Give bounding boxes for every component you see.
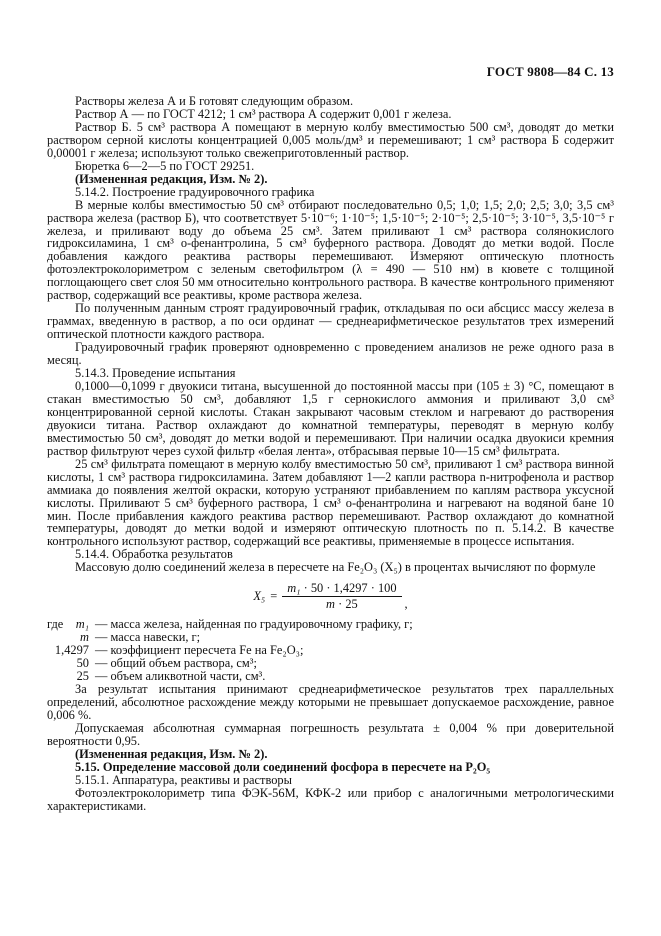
formula-fraction <box>282 582 401 611</box>
numerator-constants: · 50 · 1,4297 · 100 <box>303 581 397 596</box>
paragraph-solution-b: Раствор Б. 5 см³ раствора А помещают в мерную колбу вместимостью 500 см³, доводят до метки раствором серной кислоты концентрацией 0,005 моль/дм³ и перемешивают; 1 см³ раствора Б содержит 0,00001 г железа; используют только свежеприготовленный раствор. <box>47 119 614 160</box>
paragraph-calibration-graph: В мерные колбы вместимостью 50 см³ отбирают последовательно 0,5; 1,0; 1,5; 2,0; 2,5; 3,0; 3,5 см³ раствора железа (раствор Б), что соответствует 5·10⁻⁶; 1·10⁻⁵; 1,5·10⁻⁵; 2·10⁻⁵; 2,5·10⁻⁵; 3·10⁻⁵, 3,5·10⁻⁵ г железа, и приливают воду до объема 25 см³. Затем приливают 1 см³ раствора солянокислого гидроксиламина, 1 см³ о-фенантролина, 5 см³ буферного раствора. Доводят до метки водой. После добавления каждого реактива растворы перемешивают. Измеряют оптическую плотность фотоэлектроколориметром с зеленым светофильтром (λ = 490 — 510 нм) в кювете с толщиной поглощающего свет слоя 50 мм относительно контрольного раствора. В качестве контрольного применяют раствор, содержащий все реактивы, кроме раствора железа. <box>47 197 614 303</box>
numerator-variable: m₁ <box>287 581 301 596</box>
legend-term: m₁ <box>75 617 89 632</box>
amendment-note-1: (Измененная редакция, Изм. № 2). <box>75 171 268 186</box>
legend-definition: — коэффициент пересчета Fe на Fe₂O₃; <box>95 643 304 658</box>
paragraph-test-procedure: 0,1000—0,1099 г двуокиси титана, высушенной до постоянной массы при (105 ± 3) °С, помещают в стакан вместимостью 50 см³, добавляют 1,5 г сернокислого аммония и приливают 3,0 см³ концентрированной серной кислоты. Стакан закрывают часовым стеклом и нагревают до растворения двуокиси титана. Раствор охлаждают до комнатной температуры, переводят в мерную колбу вместимостью 50 см³, доводят до метки водой и перемешивают. При наличии осадка двуокиси кремния раствор фильтруют через сухой фильтр «белая лента», отбрасывая первые 10—15 см³ фильтрата. <box>47 378 614 458</box>
formula-numerator <box>282 582 401 597</box>
heading-5-15: 5.15. Определение массовой доли соединений фосфора в пересчете на P₂O₅ <box>75 759 491 774</box>
legend-row-aliquot <box>47 670 614 683</box>
document-body <box>47 95 614 812</box>
legend-definition: — масса железа, найденная по градуировочному графику, г; <box>95 617 413 632</box>
paragraph-burette: Бюретка 6—2—5 по ГОСТ 29251. <box>75 158 255 173</box>
formula-x5 <box>47 582 614 611</box>
legend-term: m <box>80 630 89 645</box>
denominator-variable: m <box>326 597 335 612</box>
paragraph-filtrate: 25 см³ фильтрата помещают в мерную колбу вместимостью 50 см³, приливают 1 см³ раствора винной кислоты, 1 см³ раствора гидроксиламина. Затем добавляют 1—2 капли раствора n-нитрофенола и раствор аммиака до появления желтой окраски, которую устраняют прибавлением по каплям раствора уксусной кислоты. Приливают 5 см³ буферного раствора, 1 см³ о-фенантролина и нагревают на водяной бане 10 мин. После прибавления каждого реактива раствор перемешивают. Раствор охлаждают до комнатной температуры, доводят до метки водой и измеряют оптическую плотность по п. 5.14.2. В качестве контрольного используют раствор, содержащий все реактивы, применяемые в процессе испытания. <box>47 456 614 549</box>
paragraph-solutions-intro: Растворы железа А и Б готовят следующим образом. <box>75 94 354 108</box>
formula-equals-sign: = <box>270 589 278 604</box>
heading-5-14-2: 5.14.2. Построение градуировочного графика <box>75 184 315 199</box>
legend-definition: — объем аликвотной части, см³. <box>95 668 266 683</box>
legend-term: 25 <box>76 668 89 683</box>
legend-term: 50 <box>76 656 89 671</box>
paragraph-graph-plotting: По полученным данным строят градуировочный график, откладывая по оси абсцисс массу железа в граммах, введенную в раствор, а по оси ординат — среднеарифметическое результатов трех измерений оптической плотности каждого раствора. <box>47 301 614 342</box>
formula-legend <box>47 618 614 683</box>
paragraph-solution-a: Раствор А — по ГОСТ 4212; 1 см³ раствора А содержит 0,001 г железа. <box>75 106 452 121</box>
paragraph-result-average: За результат испытания принимают среднеарифметическое результатов трех параллельных определений, абсолютное расхождение между которыми не превышает допускаемое расхождение, равное 0,006 %. <box>47 681 614 722</box>
paragraph-mass-fraction-intro: Массовую долю соединений железа в пересчете на Fe₂O₃ (X₅) в процентах вычисляют по формуле <box>75 560 596 575</box>
paragraph-allowed-error: Допускаемая абсолютная суммарная погрешность результата ± 0,004 % при доверительной вероятности 0,95. <box>47 720 614 748</box>
legend-definition: — общий объем раствора, см³; <box>95 656 257 671</box>
amendment-note-2: (Измененная редакция, Изм. № 2). <box>75 746 268 761</box>
paragraph-graph-check: Градуировочный график проверяют одновременно с проведением анализов не реже одного раза в месяц. <box>47 340 614 368</box>
legend-definition: — масса навески, г; <box>95 630 201 645</box>
paragraph-photocolorimeter: Фотоэлектроколориметр типа ФЭК-56М, КФК-2 или прибор с аналогичными метрологическими характеристиками. <box>47 785 614 813</box>
legend-term: 1,4297 <box>54 643 89 658</box>
formula-trailing-comma: , <box>404 597 408 612</box>
page-header: ГОСТ 9808—84 С. 13 <box>486 64 614 79</box>
formula-denominator <box>282 597 401 611</box>
heading-5-14-4: 5.14.4. Обработка результатов <box>75 547 233 562</box>
legend-where-label: где <box>47 617 64 632</box>
formula-lhs-variable: X₅ <box>253 589 266 604</box>
heading-5-15-1: 5.15.1. Аппаратура, реактивы и растворы <box>75 772 292 787</box>
heading-5-14-3: 5.14.3. Проведение испытания <box>75 366 236 381</box>
denominator-constants: · 25 <box>338 597 358 612</box>
